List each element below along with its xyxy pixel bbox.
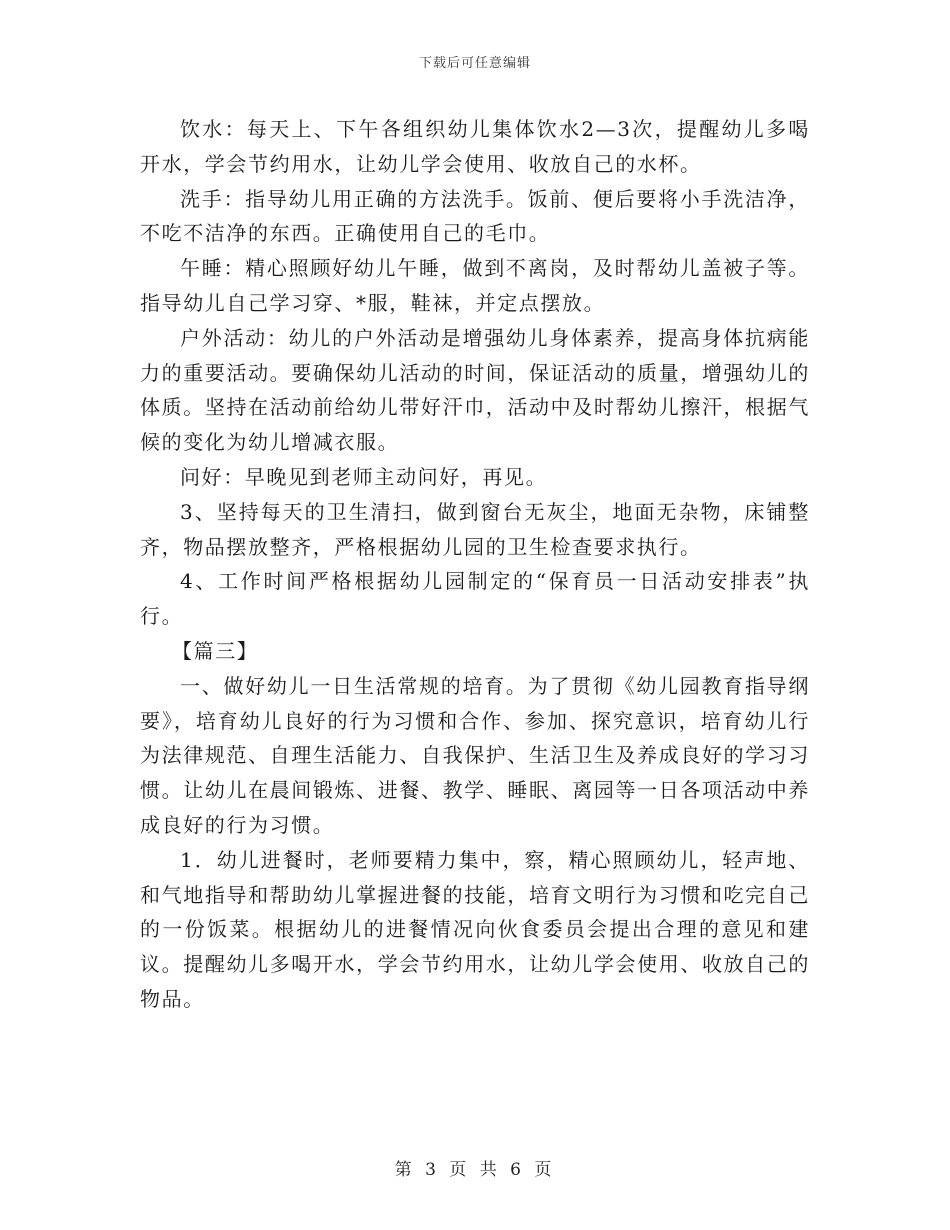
- section-heading: 【篇三】: [172, 638, 259, 663]
- page-footer: 第 3 页 共 6 页: [394, 1160, 556, 1180]
- paragraph-daily-routine: 一、做好幼儿一日生活常规的培育。为了贯彻《幼儿园教育指导纲要》，培育幼儿良好的行为习惯和合作、参加、探究意识，培育幼儿行为法律规范、自理生活能力、自我保护、生活卫生及养成良好的学习习惯。让幼儿在晨间锻炼、进餐、教学、睡眠、离园等一日各项活动中养成良好的行为习惯。: [140, 673, 810, 837]
- paragraph-work-schedule: 4、工作时间严格根据幼儿园制定的“保育员一日活动安排表”执行。: [140, 569, 810, 629]
- paragraph-nap: 午睡：精心照顾好幼儿午睡，做到不离岗，及时帮幼儿盖被子等。指导幼儿自己学习穿、*服，鞋袜，并定点摆放。: [140, 256, 810, 315]
- paragraph-hand-washing: 洗手：指导幼儿用正确的方法洗手。饭前、便后要将小手洗洁净，不吃不洁净的东西。正确使用自己的毛巾。: [140, 186, 810, 246]
- paragraph-outdoor-activity: 户外活动：幼儿的户外活动是增强幼儿身体素养，提高身体抗病能力的重要活动。要确保幼儿活动的时间，保证活动的质量，增强幼儿的体质。坚持在活动前给幼儿带好汗巾，活动中及时帮幼儿擦汗，根据气候的变化为幼儿增减衣服。: [140, 325, 810, 455]
- paragraph-drinking-water: 饮水：每天上、下午各组织幼儿集体饮水2—3次，提醒幼儿多喝开水，学会节约用水，让幼儿学会使用、收放自己的水杯。: [140, 117, 810, 176]
- paragraph-cleaning: 3、坚持每天的卫生清扫，做到窗台无灰尘，地面无杂物，床铺整齐，物品摆放整齐，严格根据幼儿园的卫生检查要求执行。: [140, 499, 810, 559]
- paragraph-greeting: 问好：早晚见到老师主动问好，再见。: [180, 464, 548, 489]
- document-body: [140, 112, 810, 1017]
- page-header: 下载后可任意编辑: [418, 56, 531, 71]
- paragraph-meals: 1．幼儿进餐时，老师要精力集中，察，精心照顾幼儿，轻声地、和气地指导和帮助幼儿掌握进餐的技能，培育文明行为习惯和吃完自己的一份饭菜。根据幼儿的进餐情况向伙食委员会提出合理的意见和建议。提醒幼儿多喝开水，学会节约用水，让幼儿学会使用、收放自己的物品。: [140, 847, 810, 1011]
